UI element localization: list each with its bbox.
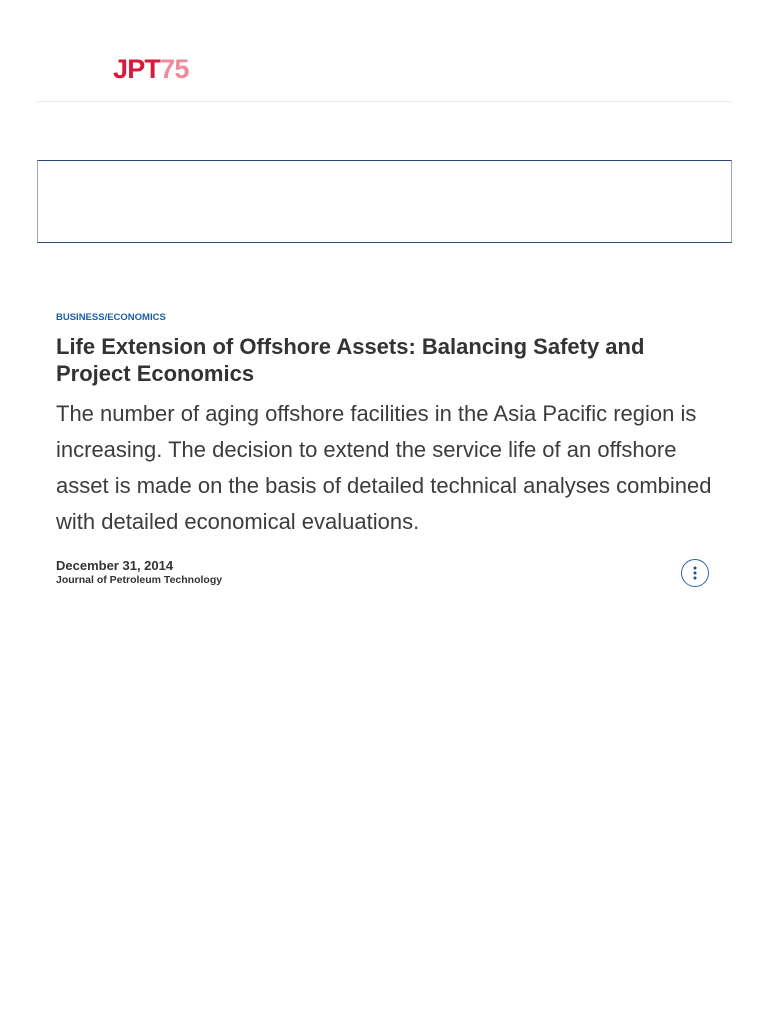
ad-banner[interactable] bbox=[37, 160, 732, 243]
article-summary: The number of aging offshore facilities in the Asia Pacific region is increasing. The decision to extend the service life of an offshore asset is made on the basis of detailed technical analyses combined with detailed economical evaluations. bbox=[56, 401, 712, 534]
logo-secondary-text: 75 bbox=[160, 54, 189, 84]
more-icon-dot bbox=[694, 572, 697, 575]
article-source: Journal of Petroleum Technology bbox=[56, 574, 223, 586]
header-divider bbox=[36, 101, 732, 102]
article-title: Life Extension of Offshore Assets: Balancing Safety and Project Economics bbox=[56, 334, 645, 386]
article-date: December 31, 2014 bbox=[56, 558, 174, 573]
more-options-button[interactable] bbox=[681, 559, 709, 587]
logo-primary-text: JPT bbox=[113, 54, 161, 84]
more-icon-dot bbox=[694, 577, 697, 580]
more-icon-dot bbox=[694, 567, 697, 570]
jpt75-logo[interactable] bbox=[113, 54, 189, 84]
more-vertical-icon bbox=[694, 567, 697, 580]
article-category-link[interactable]: BUSINESS/ECONOMICS bbox=[56, 312, 166, 323]
